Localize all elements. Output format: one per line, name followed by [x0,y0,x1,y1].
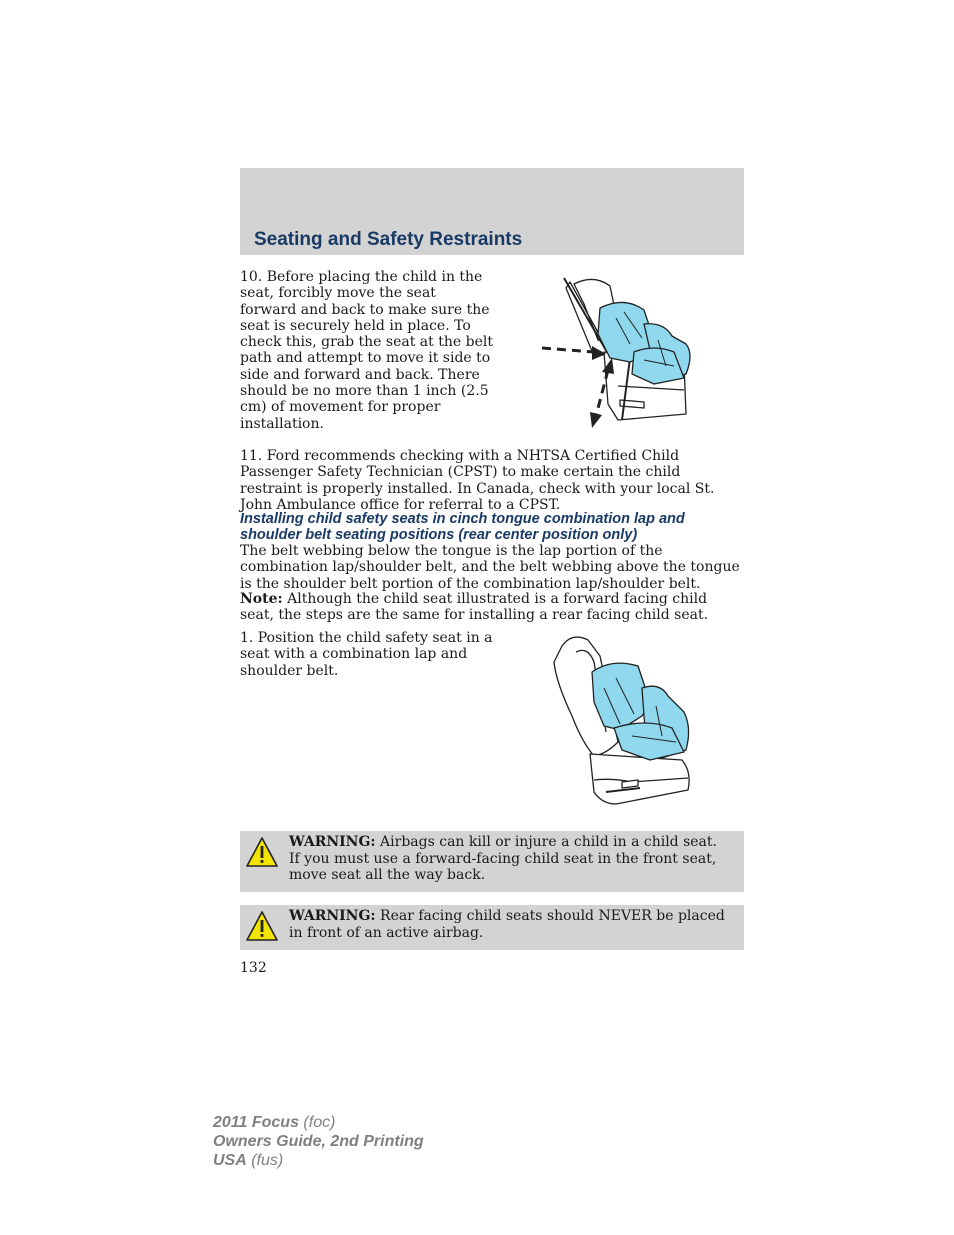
step-11-text: 11. Ford recommends checking with a NHTSA Certified Child Passenger Safety Technician (CPST) to make certain the child restraint is properly installed. In Canada, check with your local St. John Ambulance office for referral to a CPST. [240,448,715,513]
step-10-text: 10. Before placing the child in the seat, forcibly move the seat forward and back to make sure the seat is securely held in place. To check this, grab the seat at the belt path and attempt to move it side to side and forward and back. There should be no more than 1 inch (2.5 cm) of movement for proper installation. [240,269,493,432]
note-paragraph [240,591,744,624]
footer-region: USA [213,1152,247,1169]
warning-triangle-icon [246,836,278,868]
note-label: Note: [240,591,283,607]
page-number: 132 [240,960,267,976]
footer-line-guide [213,1132,424,1151]
footer-model: 2011 Focus [213,1114,299,1131]
warning-box-airbags [240,831,744,892]
section-subheading: Installing child safety seats in cinch tongue combination lap and shoulder belt seating positions (rear center position only) [240,511,685,543]
section-title: Seating and Safety Restraints [254,229,523,250]
step-1-text: 1. Position the child safety seat in a seat with a combination lap and shoulder belt. [240,630,493,679]
warning-triangle-icon [246,910,278,942]
warning-label: WARNING: [289,834,376,850]
footer-model-code: (foc) [298,1114,336,1131]
warning-text: Rear facing child seats should NEVER be placed in front of an active airbag. [289,908,725,941]
warning-box-rear-facing [240,905,744,950]
belt-webbing-paragraph: The belt webbing below the tongue is the lap portion of the combination lap/shoulder belt, and the belt webbing above the tongue is the shoulder belt portion of the combination lap/shoulder belt. [240,543,740,592]
warning-text: Airbags can kill or injure a child in a child seat. If you must use a forward-facing child seat in the front seat, move seat all the way back. [289,834,717,883]
document-footer [213,1113,424,1170]
child-seat-in-vehicle-seat-illustration [542,632,702,812]
footer-guide: Owners Guide, 2nd Printing [213,1133,424,1150]
footer-line-model [213,1113,424,1132]
child-seat-movement-illustration [534,274,704,434]
section-header-band [240,168,744,255]
footer-region-code: (fus) [246,1152,284,1169]
warning-label: WARNING: [289,908,376,924]
note-text: Although the child seat illustrated is a forward facing child seat, the steps are the same for installing a rear facing child seat. [240,591,709,624]
footer-line-region [213,1151,424,1170]
